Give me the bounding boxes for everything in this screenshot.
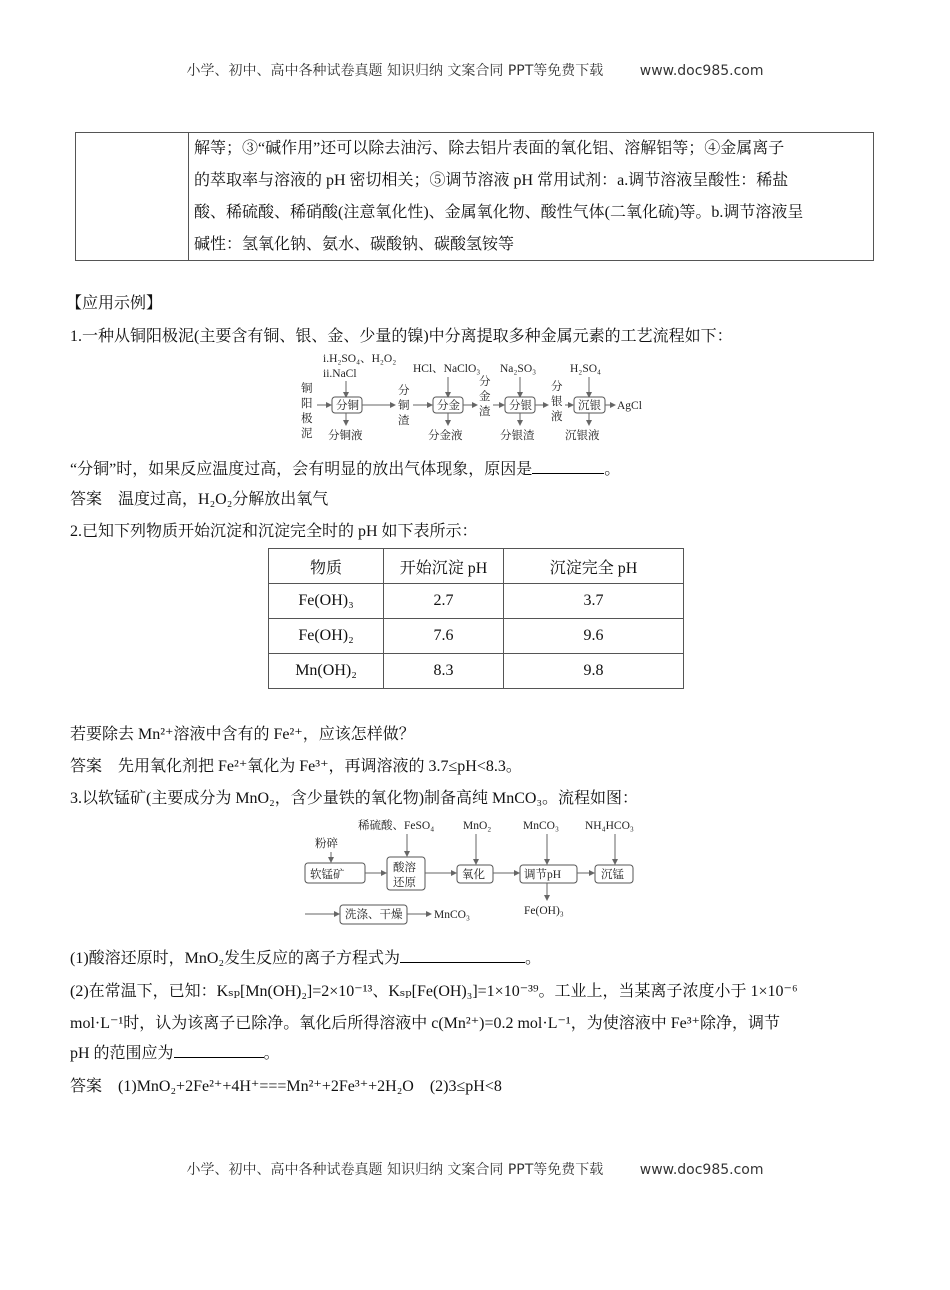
start-label: 泥 — [301, 428, 313, 440]
step-label: 分银 — [509, 400, 532, 412]
intermediate-label: 分 — [398, 385, 410, 397]
reagent-label: 稀硫酸、FeSO₄ — [358, 820, 435, 832]
footer-text: 小学、初中、高中各种试卷真题 知识归纳 文案合同 PPT等免费下载 — [186, 1162, 604, 1178]
q3-stem: 3.以软锰矿(主要成分为 MnO₂，含少量铁的氧化物)制备高纯 MnCO₃。流程如图： — [70, 790, 639, 807]
q3-part2-line: mol·L⁻¹时，认为该离子已除净。氧化后所得溶液中 c(Mn²⁺)=0.2 mol·L⁻¹，为使溶液中 Fe³⁺除净，调节 — [70, 1015, 780, 1032]
step-label: 软锰矿 — [310, 869, 345, 881]
notes-table — [75, 132, 874, 261]
start-label: 阳 — [301, 398, 313, 410]
reagent-label: ii.NaCl — [323, 368, 357, 380]
table-header-row — [269, 549, 684, 584]
table-cell: Fe(OH)₃ — [269, 584, 384, 619]
step-label: 调节pH — [524, 869, 562, 881]
table-cell: 3.7 — [504, 584, 684, 619]
table-cell: 2.7 — [384, 584, 504, 619]
header-site-link[interactable]: www.doc985.com — [639, 63, 764, 79]
step-label: 分铜 — [336, 400, 359, 412]
notes-line: 碱性：氢氧化钠、氨水、碳酸钠、碳酸氢铵等 — [194, 236, 515, 253]
notes-line: 的萃取率与溶液的 pH 密切相关；⑤调节溶液 pH 常用试剂：a.调节溶液呈酸性：稀盐 — [194, 172, 789, 189]
step-label: 氧化 — [462, 869, 485, 881]
q1-question — [70, 456, 620, 479]
product-label: AgCl — [617, 400, 642, 412]
punct: 。 — [604, 461, 621, 478]
output-label: 分金液 — [428, 430, 463, 442]
notes-line: 解等；③“碱作用”还可以除去油污、除去铝片表面的氧化铝、溶解铝等；④金属离子 — [194, 140, 785, 157]
pre-label: 粉碎 — [315, 838, 338, 850]
table-cell: 9.8 — [504, 654, 684, 689]
question-text: “分铜”时，如果反应温度过高，会有明显的放出气体现象，原因是 — [70, 461, 533, 478]
step-label: 酸溶 — [393, 862, 416, 874]
q1-flow-diagram — [295, 345, 655, 445]
section-title: 【应用示例】 — [66, 295, 163, 312]
reagent-label: Na₂SO₃ — [500, 363, 537, 375]
punct: 。 — [525, 950, 542, 967]
table-header: 沉淀完全 pH — [504, 549, 684, 584]
notes-text — [194, 133, 866, 261]
reagent-label: NH₄HCO₃ — [585, 820, 634, 832]
q3-part2-line — [70, 1040, 280, 1063]
header-text: 小学、初中、高中各种试卷真题 知识归纳 文案合同 PPT等免费下载 — [186, 63, 604, 79]
question-text: (1)酸溶还原时，MnO₂发生反应的离子方程式为 — [70, 950, 401, 967]
output-label: 分银渣 — [500, 430, 535, 442]
table-header: 开始沉淀 pH — [384, 549, 504, 584]
ph-table — [268, 548, 684, 689]
reagent-label: H₂SO₄ — [570, 363, 602, 375]
intermediate-label: 金 — [479, 391, 491, 403]
notes-line: 酸、稀硫酸、稀硝酸(注意氧化性)、金属氧化物、酸性气体(二氧化硫)等。b.调节溶液呈 — [194, 204, 804, 221]
reagent-label: HCl、NaClO₃ — [413, 363, 481, 375]
q2-answer — [70, 753, 522, 776]
table-divider — [188, 133, 189, 260]
table-row — [269, 619, 684, 654]
q3-flow-diagram — [295, 810, 655, 930]
answer-label: 答案 — [70, 491, 103, 508]
output-label: 分铜液 — [328, 430, 363, 442]
table-row — [269, 584, 684, 619]
intermediate-label: 渣 — [398, 415, 410, 427]
step-label: 还原 — [393, 877, 416, 889]
question-text: pH 的范围应为 — [70, 1045, 174, 1062]
answer-text: (1)MnO₂+2Fe²⁺+4H⁺===Mn²⁺+2Fe³⁺+2H₂O (2)3≤pH<8 — [118, 1078, 502, 1095]
intermediate-label: 银 — [551, 396, 563, 408]
step-label: 沉银 — [578, 400, 601, 412]
q3-part1 — [70, 945, 541, 968]
intermediate-label: 渣 — [479, 406, 491, 418]
table-cell: Fe(OH)₂ — [269, 619, 384, 654]
step-label: 分金 — [437, 400, 460, 412]
table-header: 物质 — [269, 549, 384, 584]
footer-site-link[interactable]: www.doc985.com — [639, 1162, 764, 1178]
table-row — [269, 654, 684, 689]
answer-text: 温度过高，H₂O₂分解放出氧气 — [118, 491, 329, 508]
step-label: 沉锰 — [601, 869, 624, 881]
page-footer — [0, 1159, 950, 1179]
reagent-label: MnCO₃ — [523, 820, 559, 832]
intermediate-label: 液 — [551, 411, 563, 423]
answer-label: 答案 — [70, 1078, 103, 1095]
q2-question: 若要除去 Mn²⁺溶液中含有的 Fe²⁺，应该怎样做？ — [70, 726, 415, 743]
answer-text: 先用氧化剂把 Fe²⁺氧化为 Fe³⁺，再调溶液的 3.7≤pH<8.3。 — [118, 758, 522, 775]
start-label: 铜 — [301, 383, 313, 395]
table-cell: 8.3 — [384, 654, 504, 689]
start-label: 极 — [301, 413, 313, 425]
page-header — [0, 60, 950, 80]
q2-stem: 2.已知下列物质开始沉淀和沉淀完全时的 pH 如下表所示： — [70, 523, 478, 540]
output-label: 沉银液 — [565, 430, 600, 442]
reagent-label: i.H₂SO₄、H₂O₂ — [323, 353, 397, 365]
q3-part2-line: (2)在常温下，已知：Kₛₚ[Mn(OH)₂]=2×10⁻¹³、Kₛₚ[Fe(OH)₃]=1×10⁻³⁹。工业上，当某离子浓度小于 1×10⁻⁶ — [70, 983, 798, 1000]
table-cell: 7.6 — [384, 619, 504, 654]
answer-blank — [532, 459, 604, 474]
reagent-label: MnO₂ — [463, 820, 492, 832]
answer-blank — [400, 948, 525, 963]
table-cell: Mn(OH)₂ — [269, 654, 384, 689]
q3-answer — [70, 1073, 502, 1096]
intermediate-label: 分 — [479, 376, 491, 388]
answer-label: 答案 — [70, 758, 103, 775]
table-cell: 9.6 — [504, 619, 684, 654]
intermediate-label: 分 — [551, 381, 563, 393]
q1-answer — [70, 486, 328, 509]
punct: 。 — [263, 1045, 280, 1062]
output-label: Fe(OH)₃ — [524, 905, 564, 917]
intermediate-label: 铜 — [398, 400, 410, 412]
q1-stem: 1.一种从铜阳极泥(主要含有铜、银、金、少量的镍)中分离提取多种金属元素的工艺流程如下： — [70, 328, 733, 345]
answer-blank — [174, 1043, 264, 1058]
product-label: MnCO₃ — [434, 909, 470, 921]
step-label: 洗涤、干燥 — [345, 909, 403, 921]
